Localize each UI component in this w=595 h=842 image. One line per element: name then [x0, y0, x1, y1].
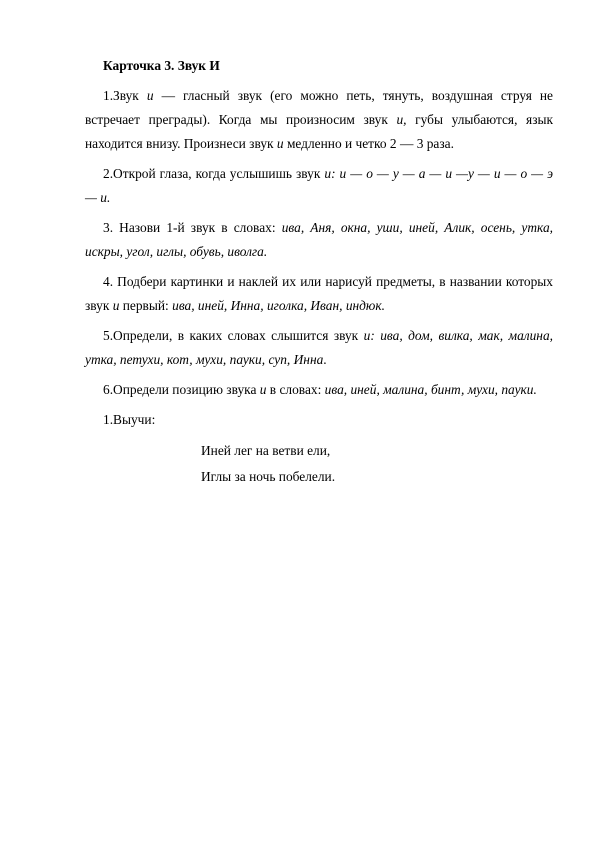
italic-run: и: и — о — у — а — и —у — и — о — э — и. — [85, 166, 553, 205]
text-run: — гласный звук (его можно петь, тянуть, воздушная струя не встречает преграды). Когда мы произносим звук — [85, 88, 553, 127]
poem — [201, 438, 553, 490]
poem-line-1: Иней лег на ветви ели, — [201, 443, 331, 458]
text-run: 2.Открой глаза, когда услышишь звук — [103, 166, 325, 181]
text-run: 1.Звук — [103, 88, 147, 103]
italic-run: и: ива, дом, вилка, мак, малина, утка, петухи, кот, мухи, пауки, суп, Инна — [85, 328, 553, 367]
paragraph-1 — [85, 84, 553, 156]
text-run: 3. Назови 1-й звук в словах: — [103, 220, 282, 235]
text-run: 5.Определи, в каких словах слышится звук — [103, 328, 364, 343]
card-content — [85, 54, 553, 490]
card-title: Карточка 3. Звук И — [103, 58, 220, 73]
paragraph-2 — [85, 162, 553, 210]
text-run: 4. Подбери картинки и наклей их или нарисуй предметы, в названии которых звук — [85, 274, 553, 313]
paragraph-7 — [85, 408, 553, 432]
text-run: первый: — [119, 298, 173, 313]
italic-run: и, — [396, 112, 407, 127]
italic-run: ива, иней, малина, бинт, мухи, пауки. — [324, 382, 537, 397]
text-run: медленно и четко 2 — 3 раза. — [283, 136, 454, 151]
italic-run: ива, иней, Инна, иголка, Иван, индюк. — [172, 298, 385, 313]
italic-run: и — [146, 88, 154, 103]
poem-line-2: Иглы за ночь побелели. — [201, 469, 336, 484]
italic-run: ива, Аня, окна, уши, иней, Алик, осень, утка, искры, угол, иглы, обувь, иволга. — [85, 220, 553, 259]
text-run: 6.Определи позицию звука — [103, 382, 260, 397]
italic-run: и — [112, 298, 120, 313]
paragraph-6 — [85, 378, 553, 402]
paragraph-4 — [85, 270, 553, 318]
paragraph-3 — [85, 216, 553, 264]
italic-run: и — [276, 136, 284, 151]
text-run: в словах: — [266, 382, 325, 397]
text-run: 1.Выучи: — [103, 412, 156, 427]
paragraph-5 — [85, 324, 553, 372]
italic-run: и — [259, 382, 267, 397]
text-run: . — [323, 352, 327, 367]
text-run: губы улыбаются, язык находится внизу. Произнеси звук — [85, 112, 554, 151]
